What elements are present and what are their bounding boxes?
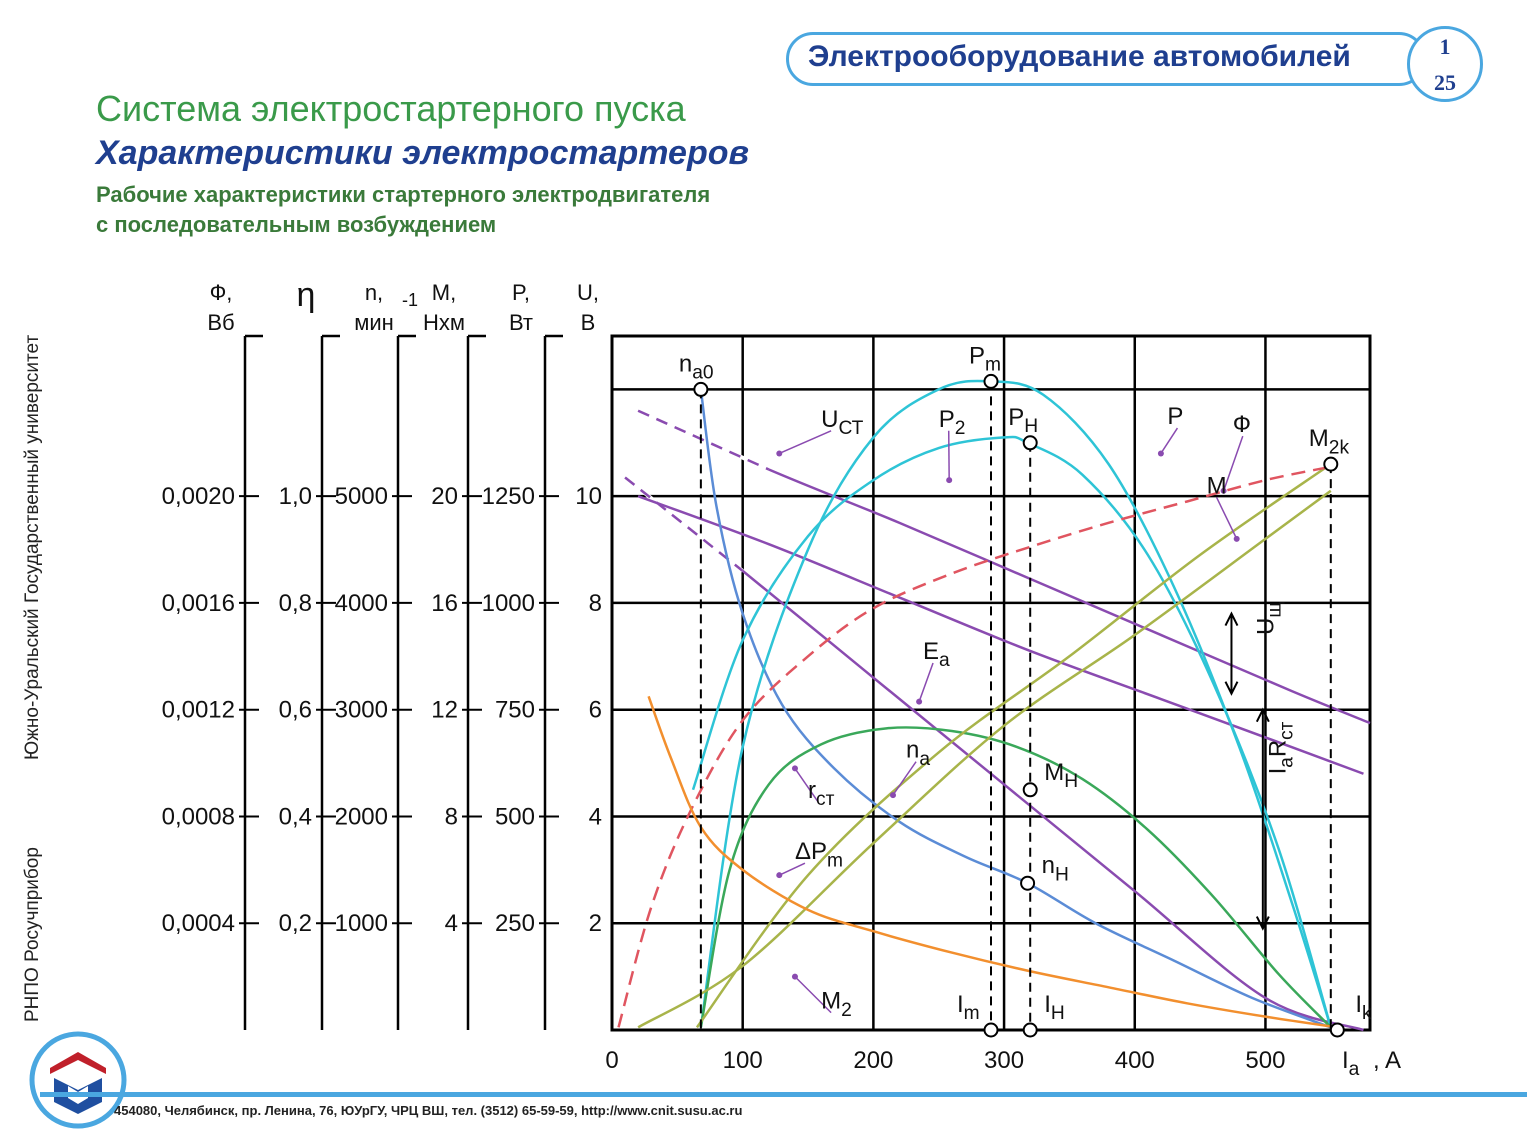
axis-unit-sup-speed: -1 [401, 290, 419, 310]
leader-dot [1158, 450, 1164, 456]
leader-dot [946, 477, 952, 483]
axis-label-efficiency: η [296, 276, 316, 314]
point-label: $n_{a0}$ [678, 350, 714, 384]
axis-label-torque: M, [431, 280, 457, 305]
curve-label: $U_{СТ}$ [821, 405, 864, 439]
point-label: $I_m$ [957, 991, 980, 1025]
x-tick-label: 0 [605, 1047, 619, 1074]
leader-dot [1234, 536, 1240, 542]
axis-unit-speed: мин [354, 310, 394, 335]
point-marker [1331, 1024, 1344, 1037]
axis-tick-label-torque: 8 [444, 803, 458, 831]
subtitle-line2: с последовательным возбуждением [96, 212, 497, 237]
leader-dot [792, 974, 798, 980]
leader-line [893, 762, 916, 795]
axis-tick-label-flux: 0,0020 [161, 483, 235, 511]
x-tick-label: 300 [984, 1047, 1025, 1074]
page-number: 1 [1439, 34, 1451, 59]
curve-label: M [1206, 472, 1227, 500]
axis-tick-label-speed: 1000 [334, 910, 388, 938]
x-axis-label: $I_a$ [1342, 1047, 1360, 1081]
axis-tick-label-power: 750 [494, 696, 535, 724]
axis-tick-label-flux: 0,0016 [161, 589, 235, 617]
x-tick-label: 500 [1245, 1047, 1286, 1074]
point-marker [985, 1024, 998, 1037]
point-label: $M_{2k}$ [1308, 425, 1350, 459]
footer-address: 454080, Челябинск, пр. Ленина, 76, ЮУрГУ, ЧРЦ ВШ, тел. (3512) 65-59-59, http://www.cnit.susu.ac.ru [114, 1103, 743, 1118]
annotation-iar-text: $I_aR_{ст}$ [1264, 721, 1298, 775]
curve-label: $P_2$ [938, 405, 966, 439]
axis-tick-label-power: 1250 [481, 483, 535, 511]
axis-tick-label-speed: 3000 [334, 696, 388, 724]
sidebar-university: Южно-Уральский Государственный университет [22, 334, 43, 760]
axis-label-power: P, [512, 280, 530, 305]
axis-unit-power: Вт [508, 310, 534, 335]
leader-dot [916, 699, 922, 705]
point-label: $I_k$ [1355, 991, 1372, 1025]
point-marker [985, 375, 998, 388]
point-marker [1024, 436, 1037, 449]
point-label: $M_H$ [1044, 758, 1079, 792]
chart-series [619, 381, 1370, 1030]
page-total: 25 [1434, 70, 1456, 95]
axis-tick-label-power: 500 [494, 803, 535, 831]
axis-tick-label-voltage: 8 [588, 589, 602, 617]
section-title: Система электростартерного пуска [96, 88, 686, 129]
x-tick-label: 400 [1114, 1047, 1155, 1074]
axis-unit-torque: Нхм [422, 310, 466, 335]
axis-tick-label-voltage: 6 [588, 696, 602, 724]
leader-dot [776, 872, 782, 878]
annotation-u-sch [1252, 602, 1285, 635]
axis-tick-label-power: 250 [494, 910, 535, 938]
axis-tick-label-speed: 2000 [334, 803, 388, 831]
axis-tick-label-power: 1000 [481, 589, 535, 617]
axis-unit-flux: Вб [207, 310, 235, 335]
curve-label: P [1167, 403, 1184, 431]
x-tick-label: 100 [722, 1047, 763, 1074]
sidebar-publisher: РНПО Росучприбор [22, 847, 43, 1022]
axis-tick-label-voltage: 10 [575, 483, 602, 511]
x-tick-label: 200 [853, 1047, 894, 1074]
point-label: $P_H$ [1008, 403, 1039, 437]
x-axis-unit: , A [1373, 1047, 1402, 1074]
axis-tick-label-torque: 4 [444, 910, 458, 938]
axis-tick-label-efficiency: 0,8 [278, 589, 312, 617]
subtitle-line1: Рабочие характеристики стартерного электродвигателя [96, 182, 711, 207]
annotation-u-sch-text: $U_щ$ [1252, 601, 1286, 635]
axis-unit-voltage: В [580, 310, 596, 335]
point-marker [1021, 877, 1034, 890]
curve-label: $n_a$ [906, 736, 931, 770]
series-P [701, 381, 1331, 1027]
axis-tick-label-voltage: 4 [588, 803, 602, 831]
series-ΔP_m [649, 696, 1338, 1027]
axis-tick-label-flux: 0,0004 [161, 910, 235, 938]
point-label: $I_H$ [1044, 991, 1065, 1025]
curve-label: Ф [1232, 411, 1252, 439]
axis-tick-label-voltage: 2 [588, 910, 602, 938]
curve-label: $\Delta P_m$ [794, 838, 843, 872]
leader-line [1217, 497, 1237, 538]
curve-label: $E_a$ [923, 637, 950, 672]
axis-tick-label-flux: 0,0008 [161, 803, 235, 831]
series-n_a [701, 389, 1331, 1027]
topic-title: Характеристики электростартеров [96, 134, 750, 172]
point-marker [1324, 458, 1337, 471]
axis-tick-label-torque: 16 [431, 589, 458, 617]
curve-label: $M_2$ [821, 987, 852, 1021]
leader-line [919, 663, 933, 702]
axis-tick-label-efficiency: 0,4 [278, 803, 312, 831]
axis-tick-label-torque: 12 [431, 696, 458, 724]
point-marker [1024, 1024, 1037, 1037]
curve-label: $r_{ст}$ [808, 776, 835, 810]
leader-line [1161, 428, 1178, 453]
leader-dot [776, 450, 782, 456]
axis-label-voltage: U, [577, 280, 599, 305]
course-title: Электрооборудование автомобилей [808, 40, 1351, 73]
leader-dot [890, 792, 896, 798]
axis-label-flux: Ф, [209, 280, 233, 305]
axis-tick-label-flux: 0,0012 [161, 696, 235, 724]
series-P_2 [693, 437, 1331, 1027]
axis-tick-label-torque: 20 [431, 483, 458, 511]
leader-dot [792, 765, 798, 771]
axis-tick-label-speed: 4000 [334, 589, 388, 617]
axis-tick-label-efficiency: 0,6 [278, 696, 312, 724]
point-marker [694, 383, 707, 396]
axis-label-speed: n, [364, 280, 384, 305]
axis-tick-label-speed: 5000 [334, 483, 388, 511]
leader-line [779, 431, 831, 454]
axis-tick-label-efficiency: 1,0 [278, 483, 312, 511]
point-marker [1024, 783, 1037, 796]
axis-tick-label-efficiency: 0,2 [278, 910, 312, 938]
point-label: $n_H$ [1041, 852, 1069, 886]
point-label: $P_m$ [969, 342, 1001, 376]
series-E_a [625, 477, 1363, 1030]
